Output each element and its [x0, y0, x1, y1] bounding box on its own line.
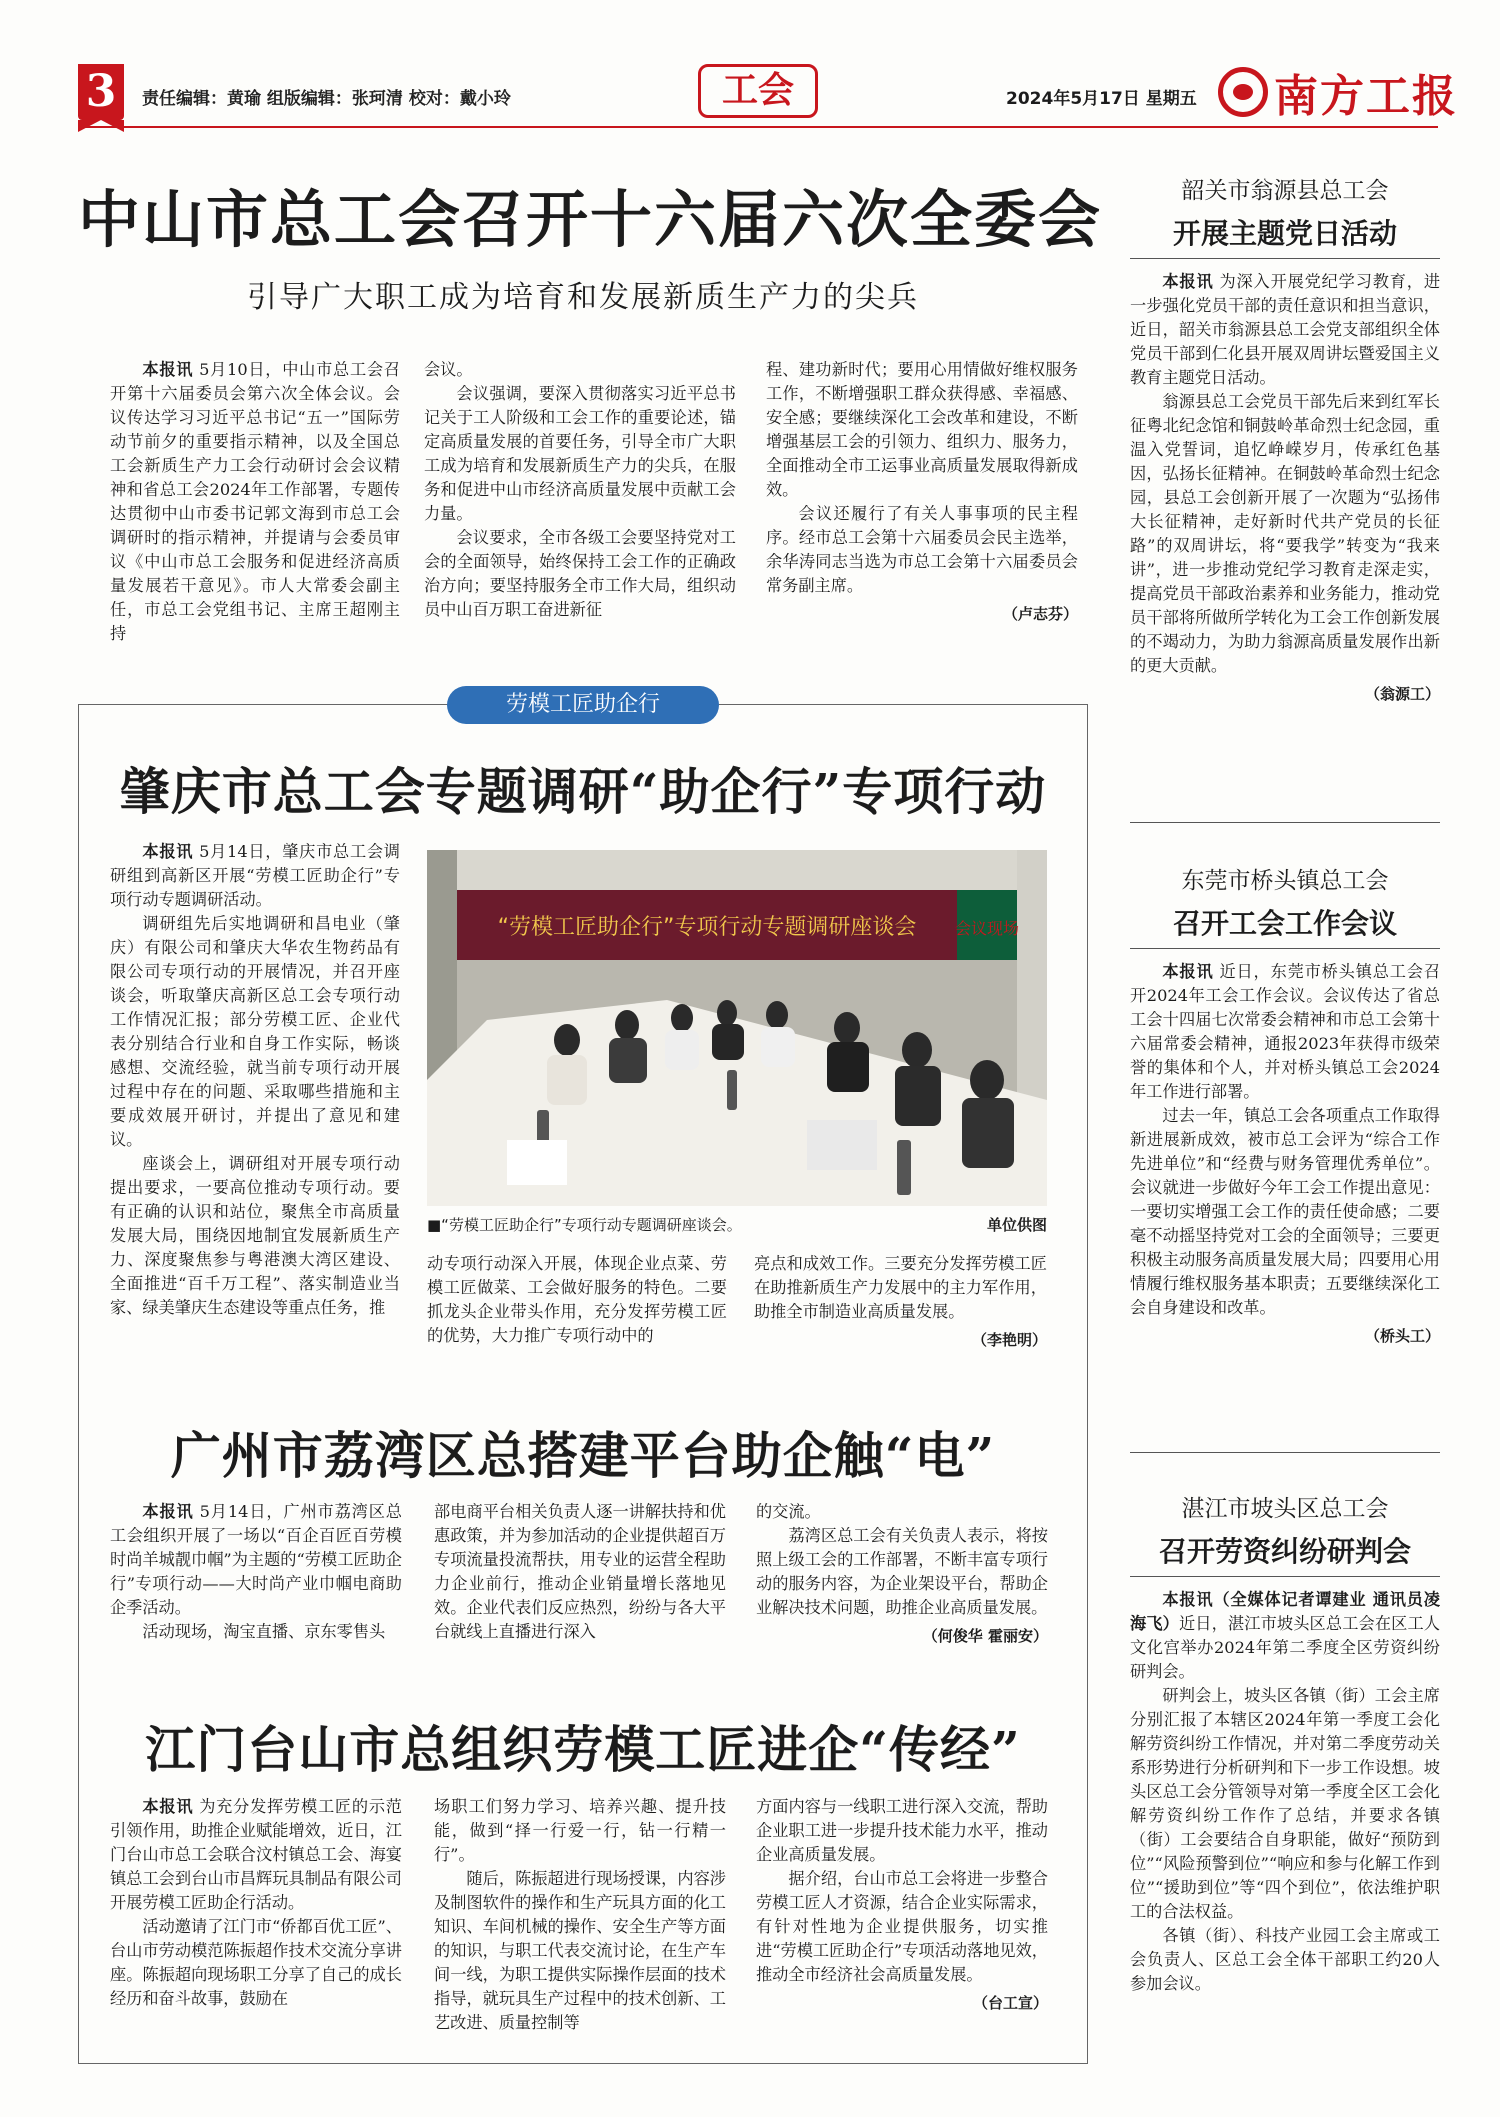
paragraph: 活动邀请了江门市“侨都百优工匠”、台山市劳动模范陈振超作技术交流分享讲座。陈振超向现场职工分享了自己的成长经历和奋斗故事，鼓励在 — [110, 1917, 402, 2008]
photo-caption-row — [427, 1214, 1047, 1235]
paragraph: 荔湾区总工会有关负责人表示，将按照上级工会的工作部署，不断丰富专项行动的服务内容，为企业架设平台，帮助企业解决技术问题，助推企业高质量发展。 — [756, 1526, 1048, 1617]
dateline: 本报讯 — [1162, 272, 1214, 291]
paragraph: 调研组先后实地调研和昌电业（肇庆）有限公司和肇庆大华农生物药品有限公司专项行动的开展情况，并召开座谈会，听取肇庆高新区总工会专项行动工作情况汇报；部分劳模工匠、企业代表分别结合行业和自身工作实际，畅谈感想、交流经验，就当前专项行动开展过程中存在的问题、采取哪些措施和主要成效展开研讨，并提出了意见和建议。 — [110, 914, 400, 1149]
side-rule — [1130, 258, 1440, 259]
dateline: 本报讯 — [142, 360, 194, 379]
side-article-potou — [1130, 1588, 1440, 1996]
side-divider — [1130, 822, 1440, 823]
paragraph: 会议还履行了有关人事事项的民主程序。经市总工会第十六届委员会民主选举，余华涛同志当选为市总工会第十六届委员会常务副主席。 — [766, 504, 1078, 595]
main-article-col1 — [110, 358, 400, 646]
paragraph: 座谈会上，调研组对开展专项行动提出要求，一要高位推动专项行动。要有正确的认识和站位，聚焦全市高质量发展大局，围绕因地制宜发展新质生产力、深度聚焦参与粤港澳大湾区建设、全面推进“百千万工程”、落实制造业当家、绿美肇庆生态建设等重点任务，推 — [110, 1154, 400, 1317]
meeting-photo — [427, 850, 1047, 1206]
liwan-col2 — [434, 1500, 726, 1644]
paragraph: 方面内容与一线职工进行深入交流，帮助企业职工进一步提升技术能力水平，推动企业高质量发展。 — [756, 1797, 1048, 1864]
main-headline: 中山市总工会召开十六届六次全委会 — [78, 183, 1103, 256]
taishan-col3 — [756, 1795, 1048, 2015]
photo-banner-right: 会议现场 — [954, 919, 1020, 938]
side-org: 韶关市翁源县总工会 — [1181, 178, 1389, 204]
paragraph: 5月14日，肇庆市总工会调研组到高新区开展“劳模工匠助企行”专项行动专题调研活动。 — [110, 842, 400, 909]
paragraph: 近日，东莞市桥头镇总工会召开2024年工会工作会议。会议传达了省总工会十四届七次常委会精神和市总工会第十六届常委会精神，通报2023年获得市级荣誉的集体和个人，并对桥头镇总工会2024年工作进行部署。 — [1130, 962, 1441, 1101]
article-headline: 江门台山市总组织劳模工匠进企“传经” — [145, 1720, 1021, 1779]
dateline: 本报讯 — [1162, 962, 1214, 981]
photo-caption: ■“劳模工匠助企行”专项行动专题调研座谈会。 — [427, 1216, 742, 1234]
dateline: 本报讯 — [142, 1797, 194, 1816]
author-credit: （李艳明） — [971, 1331, 1047, 1349]
paragraph: 研判会上，坡头区各镇（街）工会主席分别汇报了本辖区2024年第一季度工会化解劳资纠纷工作情况，并对第二季度劳动关系形势进行分析研判和下一步工作设想。坡头区总工会分管领导对第一季度全区工会化解劳资纠纷工作作了总结，并要求各镇（街）工会要结合自身职能，做好“预防到位”“风险预警到位”“响应和参与化解工作到位”“援助到位”等“四个到位”，依法维护职工的合法权益。 — [1130, 1686, 1440, 1921]
paragraph: 活动现场，淘宝直播、京东零售头 — [142, 1622, 386, 1641]
publication-date: 2024年5月17日 星期五 — [1006, 89, 1197, 109]
paragraph: 5月14日，广州市荔湾区总工会组织开展了一场以“百企百匠百劳模 时尚羊城靓巾帼”为主题的“劳模工匠助企行”专项行动——大时尚产业巾帼电商助企季活动。 — [110, 1502, 402, 1617]
paragraph: 为深入开展党纪学习教育，进一步强化党员干部的责任意识和担当意识，近日，韶关市翁源县总工会党支部组织全体党员干部到仁化县开展双周讲坛暨爱国主义教育主题党日活动。 — [1130, 272, 1441, 387]
side-org: 湛江市坡头区总工会 — [1181, 1496, 1389, 1522]
paragraph: 的交流。 — [756, 1502, 821, 1521]
side-rule — [1130, 948, 1440, 949]
paragraph: 近日，湛江市坡头区总工会在区工人文化宫举办2024年第二季度全区劳资纠纷研判会。 — [1130, 1614, 1440, 1681]
paragraph: 会议。 — [424, 360, 473, 379]
dateline: 本报讯（全媒体记者谭建业 通讯员凌海飞） — [1130, 1590, 1440, 1633]
main-subheadline: 引导广大职工成为培育和发展新质生产力的尖兵 — [247, 280, 919, 315]
dateline: 本报讯 — [142, 1502, 194, 1521]
paragraph: 5月10日，中山市总工会召开第十六届委员会第六次全体会议。会议传达学习习近平总书记“五一”国际劳动节前夕的重要指示精神，以及全国总工会新质生产力工会行动研讨会会议精神和省总工会2024年工作部署，专题传达贯彻中山市委书记郭文海到市总工会调研时的指示精神，并提请与会委员审议《中山市总工会服务和促进经济高质量发展若干意见》。市人大常委会副主任，市总工会党组书记、主席王超刚主持 — [110, 360, 400, 643]
side-org: 东莞市桥头镇总工会 — [1181, 868, 1389, 894]
paragraph: 随后，陈振超进行现场授课，内容涉及制图软件的操作和生产玩具方面的化工知识、车间机械的操作、安全生产等方面的知识，与职工代表交流讨论，在生产车间一线，为职工提供实际操作层面的技术指导，就玩具生产过程中的技术创新、工艺改进、质量控制等 — [434, 1869, 726, 2032]
photo-banner: “劳模工匠助企行”专项行动专题调研座谈会 — [497, 915, 917, 940]
paragraph: 动专项行动深入开展，体现企业点菜、劳模工匠做菜、工会做好服务的特色。二要抓龙头企业带头作用，充分发挥劳模工匠的优势，大力推广专项行动中的 — [427, 1254, 727, 1345]
zhaoqing-col1 — [110, 840, 400, 1320]
page-number: 3 — [78, 64, 124, 120]
section-tag: 工会 — [698, 64, 818, 118]
main-article-col3 — [766, 358, 1078, 626]
author-credit: （何俊华 霍丽安） — [922, 1627, 1048, 1645]
side-article-wengyuan — [1130, 270, 1440, 706]
editors-line: 责任编辑：黄瑜 组版编辑：张珂清 校对：戴小玲 — [142, 89, 511, 109]
paragraph: 会议强调，要深入贯彻落实习近平总书记关于工人阶级和工会工作的重要论述，锚定高质量发展的首要任务，引导全市广大职工成为培育和发展新质生产力的尖兵，在服务和促进中山市经济高质量发展中贡献工会力量。 — [424, 384, 736, 523]
author-credit: （桥头工） — [1364, 1327, 1440, 1345]
header-rule — [78, 126, 1438, 128]
paragraph: 部电商平台相关负责人逐一讲解扶持和优惠政策，并为参加活动的企业提供超百万专项流量投流帮扶，用专业的运营全程助力企业前行，推动企业销量增长落地见效。企业代表们反应热烈，纷纷与各大平台就线上直播进行深入 — [434, 1502, 726, 1641]
liwan-col1 — [110, 1500, 402, 1644]
paragraph: 亮点和成效工作。三要充分发挥劳模工匠在助推新质生产力发展中的主力军作用，助推全市制造业高质量发展。 — [754, 1254, 1047, 1321]
dateline: 本报讯 — [142, 842, 194, 861]
paragraph: 为充分发挥劳模工匠的示范引领作用，助推企业赋能增效，近日，江门台山市总工会联合汶村镇总工会、海宴镇总工会到台山市昌辉玩具制品有限公司开展劳模工匠助企行活动。 — [110, 1797, 402, 1912]
paragraph: 翁源县总工会党员干部先后来到红军长征粤北纪念馆和铜鼓岭革命烈士纪念园，重温入党誓词，追忆峥嵘岁月，传承红色基因，弘扬长征精神。在铜鼓岭革命烈士纪念园，县总工会创新开展了一次题为“弘扬伟大长征精神，走好新时代共产党员的长征路”的双周讲坛，将“要我学”转变为“我来讲”，进一步推动党纪学习教育走深走实，提高党员干部政治素养和业务能力，推动党员干部将所做所学转化为工会工作创新发展的不竭动力，为助力翁源高质量发展作出新的更大贡献。 — [1130, 392, 1440, 675]
article-headline: 肇庆市总工会专题调研“助企行”专项行动 — [119, 762, 1047, 821]
masthead-name: 南方工报 — [1274, 71, 1458, 122]
side-headline: 开展主题党日活动 — [1172, 217, 1397, 250]
article-headline: 广州市荔湾区总搭建平台助企触“电” — [170, 1426, 996, 1485]
masthead-logo-icon — [1218, 67, 1268, 117]
paragraph: 会议要求，全市各级工会要坚持党对工会的全面领导，始终保持工会工作的正确政治方向；要坚持服务全市工作大局，组织动员中山百万职工奋进新征 — [424, 528, 736, 619]
taishan-col1 — [110, 1795, 402, 2011]
paragraph: 程、建功新时代；要用心用情做好维权服务工作，不断增强职工群众获得感、幸福感、安全感；要继续深化工会改革和建设，不断增强基层工会的引领力、组织力、服务力，全面推动全市工运事业高质量发展取得新成效。 — [766, 360, 1078, 499]
author-credit: （台工宣） — [972, 1994, 1048, 2012]
side-divider — [1130, 1452, 1440, 1453]
paragraph: 场职工们努力学习、培养兴趣、提升技能，做到“择一行爱一行，钻一行精一行”。 — [434, 1797, 726, 1864]
side-headline: 召开工会工作会议 — [1172, 907, 1397, 940]
side-rule — [1130, 1576, 1440, 1577]
paragraph: 各镇（街）、科技产业园工会主席或工会负责人、区总工会全体干部职工约20人参加会议。 — [1130, 1926, 1440, 1993]
main-article-col2 — [424, 358, 736, 622]
masthead — [1218, 64, 1458, 120]
zhaoqing-col2 — [427, 1252, 727, 1348]
side-article-qiaotou — [1130, 960, 1440, 1348]
author-credit: （卢志芬） — [1002, 605, 1078, 623]
taishan-col2 — [434, 1795, 726, 2035]
paragraph: 过去一年，镇总工会各项重点工作取得新进展新成效，被市总工会评为“综合工作先进单位”和“经费与财务管理优秀单位”。会议就进一步做好今年工会工作提出意见：一要切实增强工会工作的责任使命感；二要毫不动摇坚持党对工会的全面领导；三要更积极主动服务高质量发展大局；四要用心用情履行维权服务基本职责；五要继续深化工会自身建设和改革。 — [1130, 1106, 1440, 1317]
feature-tag: 劳模工匠助企行 — [447, 686, 719, 724]
page-header — [78, 62, 1458, 128]
zhaoqing-col3 — [754, 1252, 1047, 1352]
meeting-photo-illustration — [427, 850, 1047, 1206]
side-headline: 召开劳资纠纷研判会 — [1158, 1535, 1411, 1568]
liwan-col3 — [756, 1500, 1048, 1648]
author-credit: （翁源工） — [1364, 685, 1440, 703]
paragraph: 据介绍，台山市总工会将进一步整合劳模工匠人才资源，结合企业实际需求，有针对性地为企业提供服务，切实推进“劳模工匠助企行”专项活动落地见效，推动全市经济社会高质量发展。 — [756, 1869, 1048, 1984]
photo-credit: 单位供图 — [986, 1216, 1047, 1234]
